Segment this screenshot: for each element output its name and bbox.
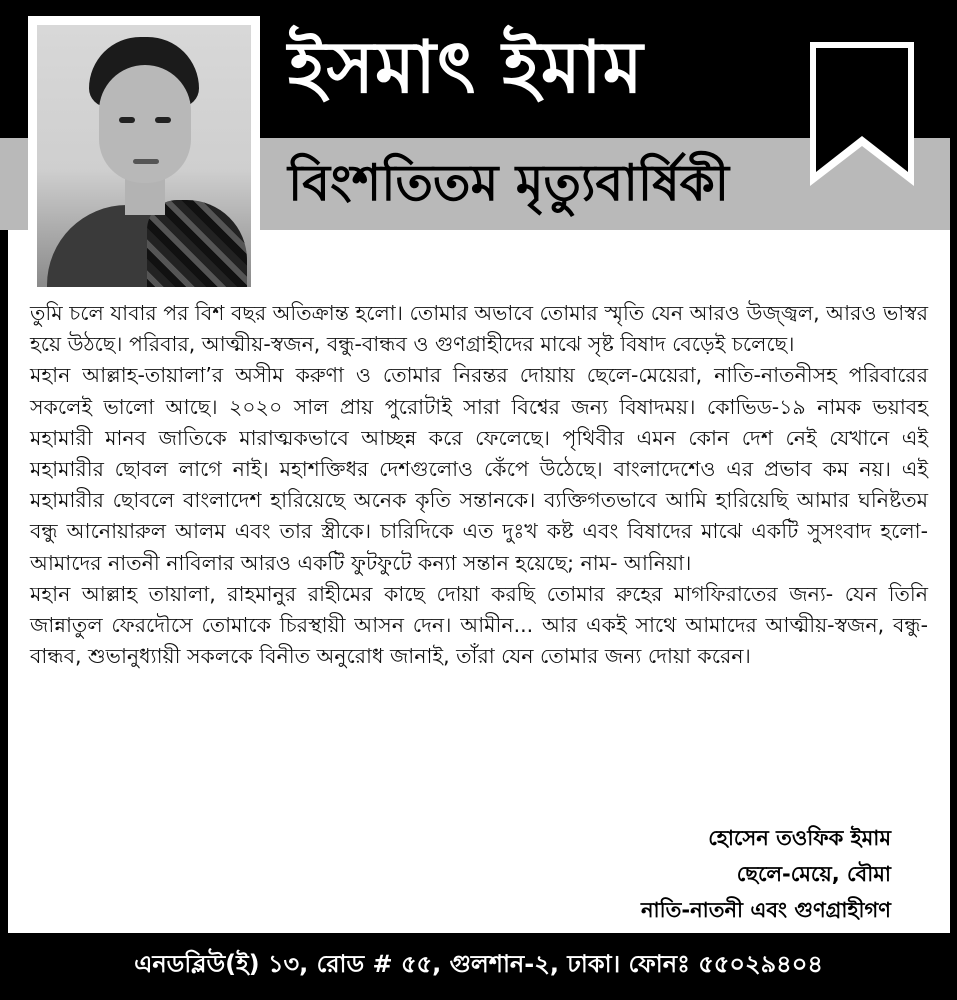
paragraph-2: মহান আল্লাহ-তায়ালা’র অসীম করুণা ও তোমার নিরন্তর দোয়ায় ছেলে-মেয়েরা, নাতি-নাতনীসহ পরিবারের সকলেই ভালো আছে। ২০২০ সাল প্রায় পুরোটাই সারা বিশ্বের জন্য বিষাদময়। কোভিড-১৯ নামক ভয়াবহ মহামারী মানব জাতিকে মারাত্মকভাবে আচ্ছন্ন করে ফেলেছে। পৃথিবীর এমন কোন দেশ নেই যেখানে এই মহামারীর ছোবল লাগে নাই। মহাশক্তিধর দেশগুলোও কেঁপে উঠেছে। বাংলাদেশেও এর প্রভাব কম নয়। এই মহামারীর ছোবলে বাংলাদেশ হারিয়েছে অনেক কৃতি সন্তানকে। ব্যক্তিগতভাবে আমি হারিয়েছি আমার ঘনিষ্টতম বন্ধু আনোয়ারুল আলম এবং তার স্ত্রীকে। চারিদিকে এত দুঃখ কষ্ট এবং বিষাদের মাঝে একটি সুসংবাদ হলো- আমাদের নাতনী নাবিলার আরও একটি ফুটফুটে কন্যা সন্তান হয়েছে; নাম- আনিয়া। (30, 363, 928, 575)
deceased-name: ইসমাৎ ইমাম (288, 25, 644, 109)
photo-frame (28, 16, 260, 292)
mourning-ribbon-icon (810, 42, 914, 186)
portrait-photo (37, 25, 251, 287)
paragraph-3: মহান আল্লাহ তায়ালা, রাহমানুর রাহীমের কাছে দোয়া করছি তোমার রুহের মাগফিরাতের জন্য- যেন তিনি জান্নাতুল ফেরদৌসে তোমাকে চিরস্থায়ী আসন দেন। আমীন... আর একই সাথে আমাদের আত্মীয়-স্বজন, বন্ধু-বান্ধব, শুভানুধ্যায়ী সকলকে বিনীত অনুরোধ জানাই, তাঁরা যেন তোমার জন্য দোয়া করেন। (30, 581, 928, 669)
signature-name: হোসেন তওফিক ইমাম (708, 826, 891, 850)
paragraph-1: তুমি চলে যাবার পর বিশ বছর অতিক্রান্ত হলো। তোমার অভাবে তোমার স্মৃতি যেন আরও উজ্জ্বল, আরও ভাস্বর হয়ে উঠছে। পরিবার, আত্মীয়-স্বজন, বন্ধু-বান্ধব ও গুণগ্রাহীদের মাঝে সৃষ্ট বিষাদ বেড়েই চলেছে। (30, 301, 928, 357)
footer-address: এনডব্লিউ(ই) ১৩, রোড # ৫৫, গুলশান-২, ঢাকা। ফোনঃ ৫৫০২৯৪০৪ (0, 933, 957, 1000)
signature-block (641, 820, 891, 928)
signature-family: ছেলে-মেয়ে, বৌমা (736, 862, 891, 886)
message-body (30, 298, 928, 672)
signature-relatives: নাতি-নাতনী এবং গুণগ্রাহীগণ (641, 898, 891, 922)
anniversary-title: বিংশতিতম মৃত্যুবার্ষিকী (288, 154, 730, 212)
